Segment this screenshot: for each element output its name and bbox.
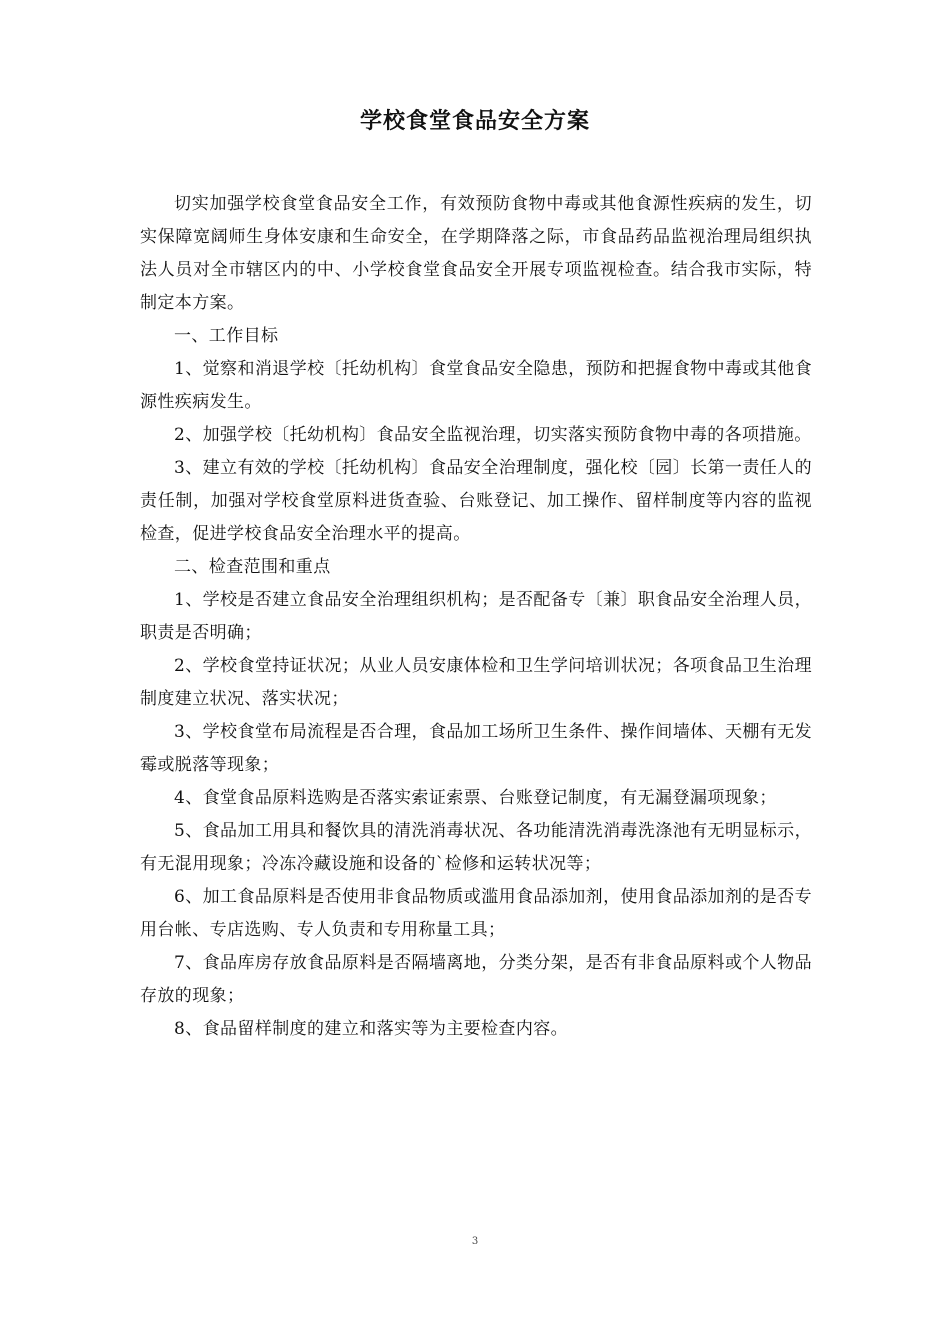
paragraph: 3、建立有效的学校〔托幼机构〕食品安全治理制度，强化校〔园〕长第一责任人的责任制，加强对学校食堂原料进货查验、台账登记、加工操作、留样制度等内容的监视检查，促进学校食品安全治理水平的提高。 — [140, 458, 812, 544]
paragraph: 4、食堂食品原料选购是否落实索证索票、台账登记制度，有无漏登漏项现象； — [174, 788, 777, 808]
paragraph: 5、食品加工用具和餐饮具的清洗消毒状况、各功能清洗消毒洗涤池有无明显标示，有无混用现象；冷冻冷藏设施和设备的`检修和运转状况等； — [140, 821, 812, 874]
paragraph: 2、加强学校〔托幼机构〕食品安全监视治理，切实落实预防食物中毒的各项措施。 — [174, 425, 812, 445]
paragraph: 1、学校是否建立食品安全治理组织机构；是否配备专〔兼〕职食品安全治理人员，职责是否明确； — [140, 590, 812, 643]
intro-paragraph: 切实加强学校食堂食品安全工作，有效预防食物中毒或其他食源性疾病的发生，切实保障宽阔师生身体安康和生命安全，在学期降落之际，市食品药品监视治理局组织执法人员对全市辖区内的中、小学校食堂食品安全开展专项监视检查。结合我市实际，特制定本方案。 — [140, 194, 812, 313]
paragraph: 6、加工食品原料是否使用非食品物质或滥用食品添加剂，使用食品添加剂的是否专用台帐、专店选购、专人负责和专用称量工具； — [140, 887, 812, 940]
paragraph: 1、觉察和消退学校〔托幼机构〕食堂食品安全隐患，预防和把握食物中毒或其他食源性疾病发生。 — [140, 359, 812, 412]
paragraph: 3、学校食堂布局流程是否合理，食品加工场所卫生条件、操作间墙体、天棚有无发霉或脱落等现象； — [140, 722, 812, 775]
section-heading: 一、工作目标 — [174, 326, 279, 346]
paragraph: 2、学校食堂持证状况；从业人员安康体检和卫生学问培训状况；各项食品卫生治理制度建立状况、落实状况； — [140, 656, 812, 709]
section-heading: 二、检查范围和重点 — [174, 557, 331, 577]
paragraph: 7、食品库房存放食品原料是否隔墙离地，分类分架，是否有非食品原料或个人物品存放的现象； — [140, 953, 812, 1006]
page-number: 3 — [471, 1236, 479, 1247]
document-body — [140, 188, 812, 1046]
document-title: 学校食堂食品安全方案 — [359, 109, 590, 134]
paragraph: 8、食品留样制度的建立和落实等为主要检查内容。 — [174, 1019, 569, 1039]
